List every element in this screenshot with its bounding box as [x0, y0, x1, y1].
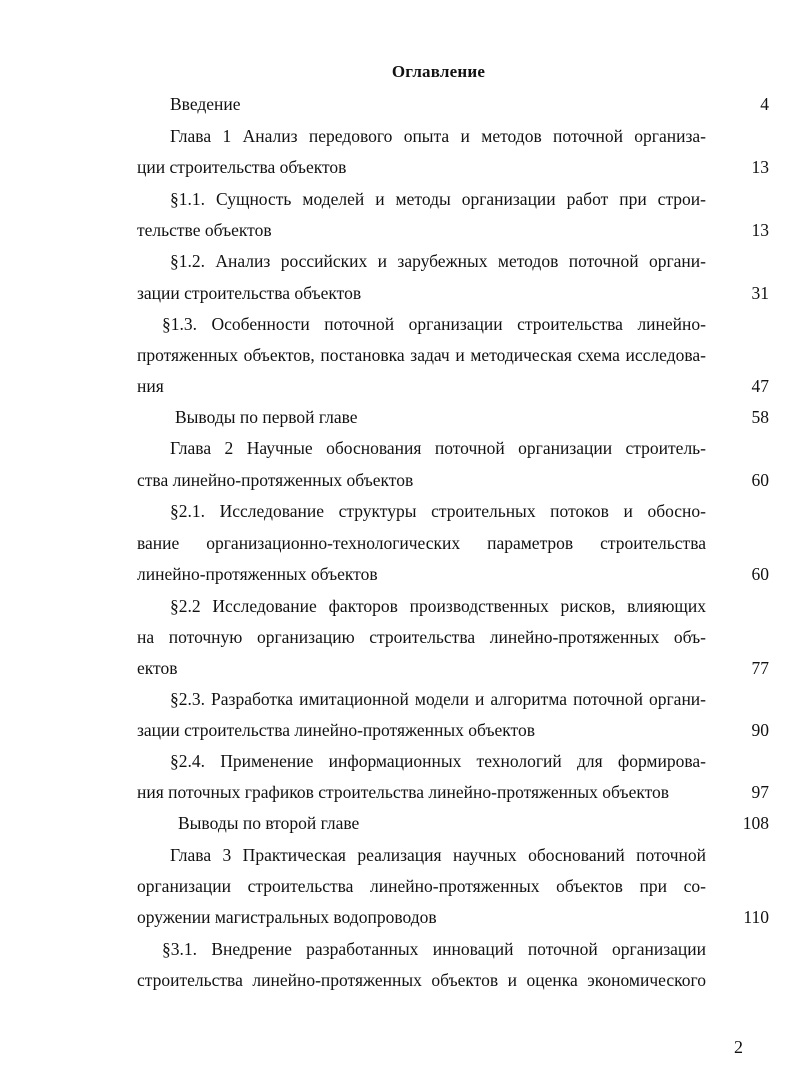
toc-entry-line: Введение [170, 94, 241, 114]
toc-entry-line: §1.1. Сущность моделей и методы организации работ при строи- [170, 189, 706, 209]
toc-entry-page: 77 [751, 658, 769, 678]
toc-entry-page: 60 [751, 470, 769, 490]
toc-entry-line: ния [137, 376, 164, 396]
toc-entry-page: 13 [751, 157, 769, 177]
toc-entry-line: ства линейно-протяженных объектов [137, 470, 414, 490]
toc-entry-line: Выводы по второй главе [178, 813, 360, 833]
toc-entry-line: ния поточных графиков строительства линейно-протяженных объектов [137, 782, 670, 802]
toc-entry-line: Глава 2 Научные обоснования поточной организации строитель- [170, 438, 706, 458]
toc-entry-line: строительства линейно-протяженных объектов и оценка экономического [137, 970, 706, 990]
toc-entry-line: Выводы по первой главе [175, 407, 358, 427]
toc-entry-line: организации строительства линейно-протяженных объектов при со- [137, 876, 706, 896]
toc-entry-page: 60 [751, 564, 769, 584]
toc-entry-line: линейно-протяженных объектов [137, 564, 378, 584]
toc-entry-page: 90 [751, 720, 769, 740]
toc-entry-line: Глава 1 Анализ передового опыта и методов поточной организа- [170, 126, 706, 146]
page-number: 2 [734, 1037, 743, 1057]
toc-entry-page: 110 [743, 907, 769, 927]
toc-entry-line: Глава 3 Практическая реализация научных обоснований поточной [170, 845, 706, 865]
toc-entry-line: §2.2 Исследование факторов производственных рисков, влияющих [170, 596, 706, 616]
toc-entry-line: вание организационно-технологических параметров строительства [137, 533, 706, 553]
page-title: Оглавление [391, 62, 486, 81]
toc-entry-page: 13 [751, 220, 769, 240]
toc-entry-line: оружении магистральных водопроводов [137, 907, 437, 927]
toc-entry-line: протяженных объектов, постановка задач и методическая схема исследова- [137, 345, 706, 365]
toc-entry-line: на поточную организацию строительства линейно-протяженных объ- [137, 627, 706, 647]
toc-entry-line: зации строительства линейно-протяженных объектов [137, 720, 535, 740]
toc-entry-page: 58 [751, 407, 769, 427]
toc-entry-page: 47 [751, 376, 769, 396]
toc-entry-line: §1.3. Особенности поточной организации строительства линейно- [162, 314, 706, 334]
toc-entry-line: зации строительства объектов [137, 283, 362, 303]
toc-entry-line: §2.4. Применение информационных технологий для формирова- [170, 751, 706, 771]
toc-entry-page: 4 [760, 94, 769, 114]
toc-entry-line: ции строительства объектов [137, 157, 347, 177]
toc-entry-line: §2.3. Разработка имитационной модели и алгоритма поточной органи- [170, 689, 706, 709]
toc-entry-line: §2.1. Исследование структуры строительных потоков и обосно- [170, 501, 706, 521]
toc-entry-page: 31 [751, 283, 769, 303]
toc-entry-line: §1.2. Анализ российских и зарубежных методов поточной органи- [170, 251, 706, 271]
toc-entry-line: §3.1. Внедрение разработанных инноваций поточной организации [162, 939, 706, 959]
toc-entry-page: 108 [742, 813, 769, 833]
toc-entry-page: 97 [751, 782, 769, 802]
toc-entry-line: ектов [137, 658, 178, 678]
toc-entry-line: тельстве объектов [137, 220, 272, 240]
